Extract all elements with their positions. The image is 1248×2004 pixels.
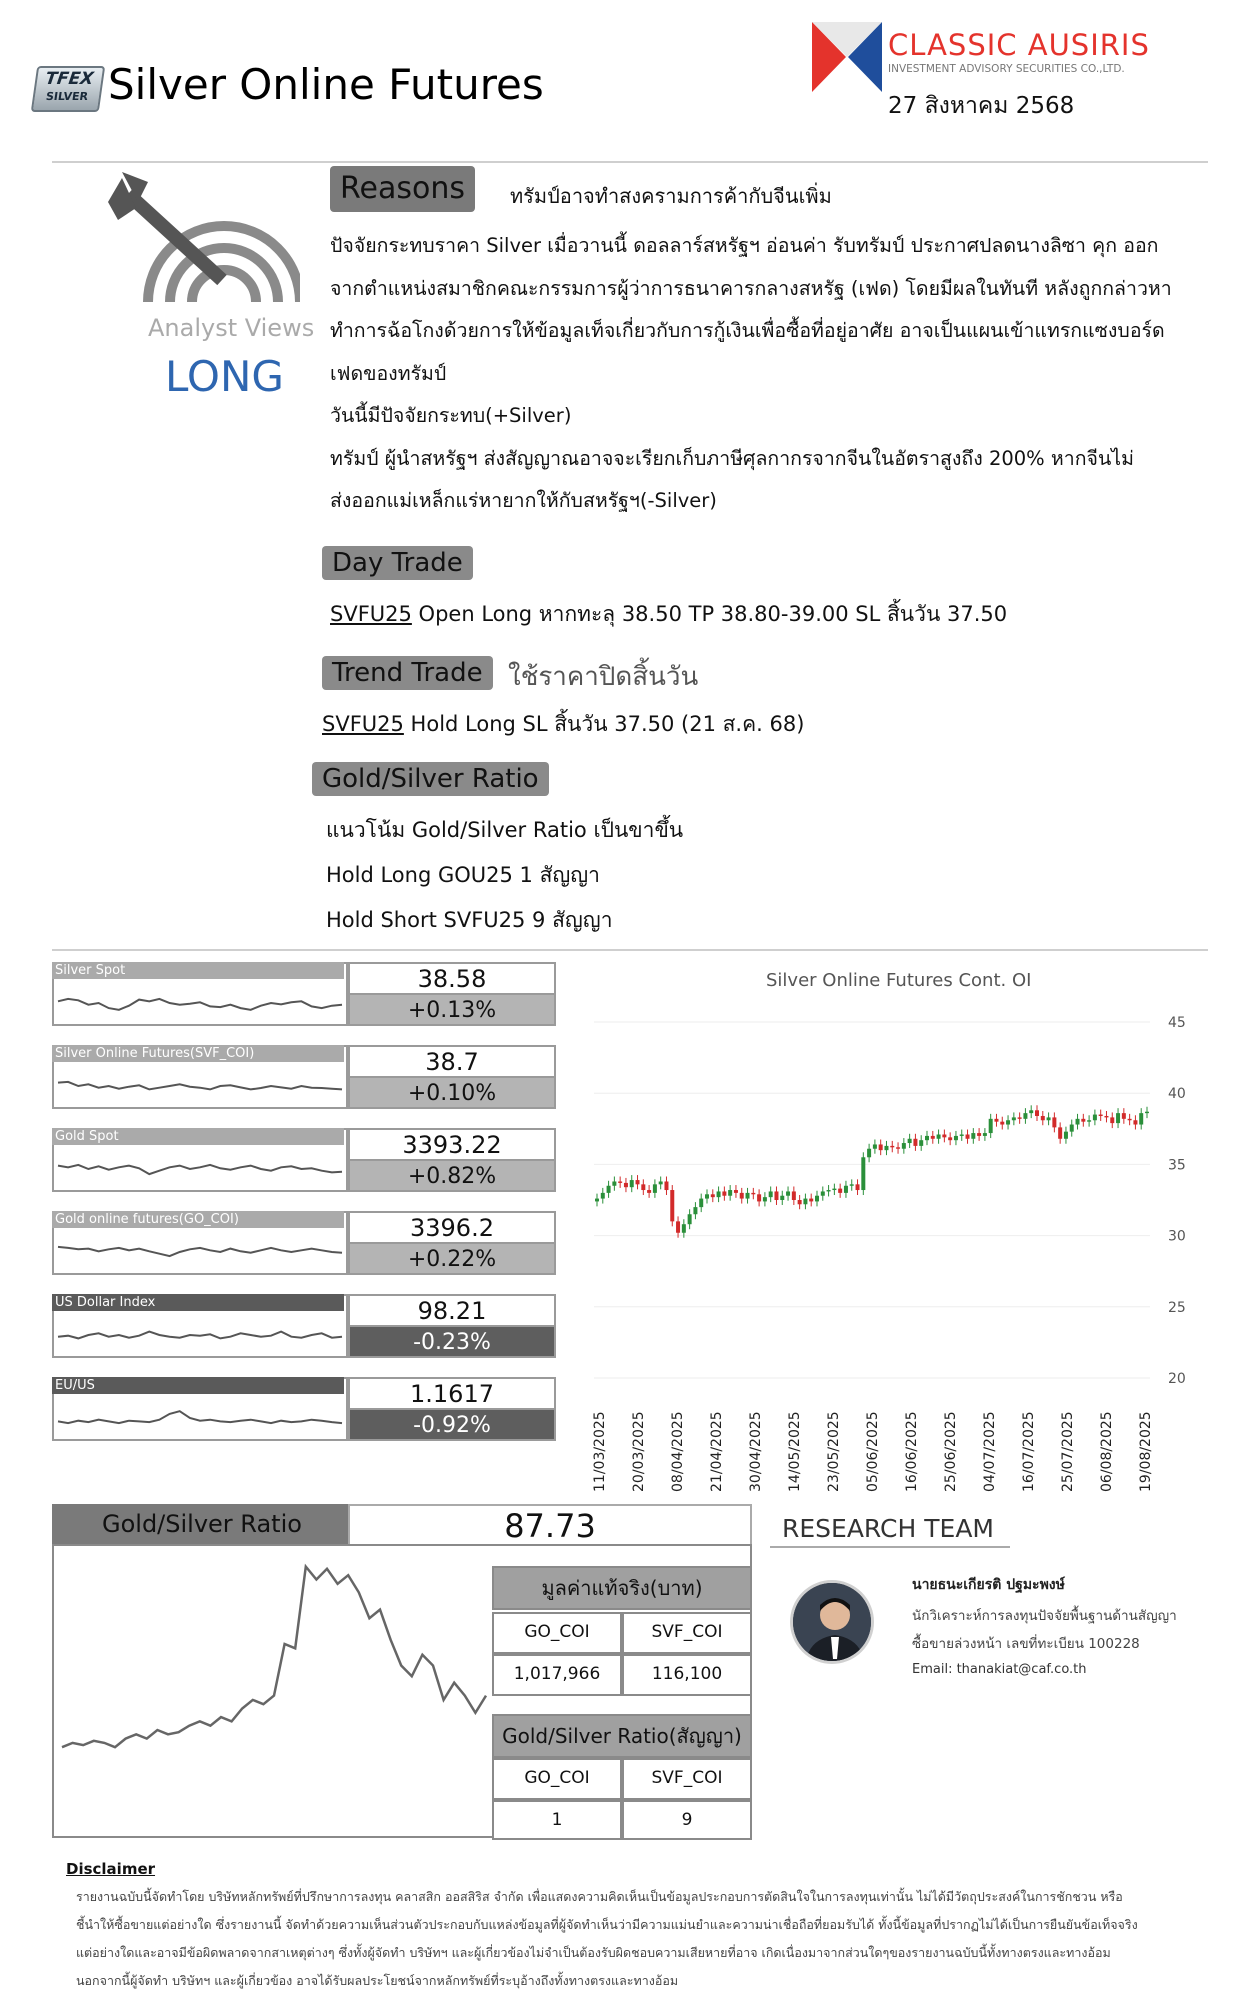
- candle-body: [595, 1199, 599, 1202]
- tfex-logo-top: TFEX: [44, 69, 95, 89]
- candle-body: [641, 1184, 645, 1190]
- candle-body: [693, 1207, 697, 1214]
- candle-body: [601, 1193, 605, 1199]
- market-name: US Dollar Index: [52, 1294, 344, 1311]
- market-change: +0.10%: [348, 1078, 556, 1109]
- market-value: 3393.22: [348, 1128, 556, 1161]
- candle-body: [884, 1146, 888, 1150]
- day-trade-detail: Open Long หากทะลุ 38.50 TP 38.80-39.00 SL สิ้นวัน 37.50: [411, 602, 1008, 626]
- candle-body: [647, 1190, 651, 1193]
- main-chart-title: Silver Online Futures Cont. OI: [766, 970, 1032, 991]
- candle-body: [670, 1190, 674, 1221]
- analyst-email: Email: thanakiat@caf.co.th: [912, 1662, 1087, 1677]
- candle-body: [763, 1197, 767, 1201]
- target-icon: [108, 172, 300, 304]
- candle-body: [937, 1134, 941, 1138]
- page-title: Silver Online Futures: [108, 60, 544, 109]
- candle-body: [769, 1191, 773, 1197]
- brand-subtitle: INVESTMENT ADVISORY SECURITIES CO.,LTD.: [888, 63, 1125, 75]
- candle-body: [1058, 1127, 1062, 1138]
- analyst-name: นายธนะเกียรติ ปฐมะพงษ์: [912, 1577, 1065, 1593]
- analyst-caption: Analyst Views: [148, 314, 315, 342]
- candle-body: [1064, 1132, 1068, 1139]
- candle-body: [1018, 1117, 1022, 1118]
- candle-body: [1116, 1113, 1120, 1123]
- candle-body: [1104, 1116, 1108, 1117]
- ratio-contracts-go: 1: [492, 1800, 622, 1840]
- y-tick-label: 35: [1168, 1157, 1186, 1174]
- candle-body: [844, 1186, 848, 1193]
- candle-body: [809, 1199, 813, 1202]
- ratio-contracts-col-go: GO_COI: [492, 1758, 622, 1800]
- candle-body: [856, 1184, 860, 1190]
- candle-body: [1006, 1120, 1010, 1124]
- market-change: -0.92%: [348, 1410, 556, 1441]
- candle-body: [861, 1157, 865, 1190]
- candle-body: [699, 1199, 703, 1208]
- candle-body: [676, 1221, 680, 1232]
- real-value-svf: 116,100: [622, 1654, 752, 1696]
- candle-body: [890, 1146, 894, 1147]
- ratio-contracts-svf: 9: [622, 1800, 752, 1840]
- candle-body: [757, 1194, 761, 1201]
- candle-body: [1128, 1119, 1132, 1120]
- market-name: EU/US: [52, 1377, 344, 1394]
- candle-body: [740, 1193, 744, 1199]
- candle-body: [717, 1191, 721, 1197]
- candle-body: [711, 1194, 715, 1197]
- market-row: [52, 1294, 556, 1360]
- candle-body: [942, 1134, 946, 1137]
- analyst-license: ซื้อขายล่วงหน้า เลขที่ทะเบียน 100228: [912, 1636, 1140, 1652]
- candle-body: [1081, 1119, 1085, 1122]
- market-row: [52, 962, 556, 1028]
- ratio-panel-header: [52, 1504, 348, 1544]
- x-tick-label: 04/07/2025: [982, 1411, 998, 1492]
- candle-body: [803, 1199, 807, 1205]
- trend-trade-label: Trend Trade: [322, 656, 493, 690]
- candle-body: [989, 1119, 993, 1133]
- candle-body: [612, 1181, 616, 1185]
- candle-body: [1000, 1122, 1004, 1125]
- candle-body: [913, 1139, 917, 1146]
- x-tick-label: 11/03/2025: [592, 1411, 608, 1492]
- market-name: Silver Spot: [52, 962, 344, 979]
- x-tick-label: 16/07/2025: [1021, 1411, 1037, 1492]
- x-tick-label: 14/05/2025: [787, 1411, 803, 1492]
- candle-body: [948, 1137, 952, 1140]
- candle-body: [653, 1184, 657, 1193]
- reasons-line: ปัจจัยกระทบราคา Silver เมื่อวานนี้ ดอลลาร์สหรัฐฯ อ่อนค่า รับทรัมป์ ประกาศปลดนางลิซา คุก ออก: [330, 234, 1159, 257]
- market-value: 1.1617: [348, 1377, 556, 1410]
- sparkline-path: [58, 1082, 342, 1090]
- candlestick-chart: [570, 960, 1230, 1500]
- trend-trade-note: ใช้ราคาปิดสิ้นวัน: [508, 662, 699, 692]
- candle-body: [682, 1224, 686, 1233]
- day-trade-symbol: SVFU25: [330, 602, 412, 626]
- candle-body: [659, 1181, 663, 1184]
- brand-logo-icon: [812, 22, 882, 92]
- candle-body: [1087, 1120, 1091, 1121]
- analyst-avatar: [790, 1580, 874, 1664]
- x-tick-label: 25/07/2025: [1060, 1411, 1076, 1492]
- ratio-line: [62, 1567, 486, 1748]
- ratio-value-box: [348, 1504, 752, 1544]
- candle-body: [919, 1140, 923, 1146]
- sparkline-path: [58, 999, 342, 1010]
- market-name: Silver Online Futures(SVF_COI): [52, 1045, 344, 1062]
- x-tick-label: 05/06/2025: [865, 1411, 881, 1492]
- y-tick-label: 40: [1168, 1086, 1186, 1103]
- market-row: [52, 1377, 556, 1443]
- candle-body: [827, 1190, 831, 1191]
- reasons-line: ทรัมป์ ผู้นำสหรัฐฯ ส่งสัญญาณอาจจะเรียกเก็บภาษีศุลกากรจากจีนในอัตราสูงถึง 200% หากจีนไม่: [330, 446, 1134, 470]
- brand-name: CLASSIC AUSIRIS: [888, 28, 1150, 62]
- market-row: [52, 1211, 556, 1277]
- real-value-col-go: GO_COI: [492, 1612, 622, 1654]
- candle-body: [960, 1134, 964, 1135]
- analyst-role: นักวิเคราะห์การลงทุนปัจจัยพื้นฐานด้านสัญญา: [912, 1608, 1177, 1624]
- real-value-go: 1,017,966: [492, 1654, 622, 1696]
- candle-body: [792, 1191, 796, 1200]
- candle-body: [624, 1183, 628, 1187]
- candle-body: [867, 1149, 871, 1158]
- reasons-line: ทำการฉ้อโกงด้วยการให้ข้อมูลเท็จเกี่ยวกับการกู้เงินเพื่อซื้อที่อยู่อาศัย อาจเป็นแผนเข้าแทรกแซงบอร์ด: [330, 319, 1165, 342]
- y-tick-label: 30: [1168, 1228, 1186, 1245]
- candle-body: [815, 1196, 819, 1202]
- candle-body: [1139, 1113, 1143, 1124]
- candle-body: [966, 1134, 970, 1138]
- candle-body: [1012, 1117, 1016, 1120]
- disclaimer-line: นอกจากนี้ผู้จัดทำ บริษัทฯ และผู้เกี่ยวข้อง อาจได้รับผลประโยชน์จากหลักทรัพย์ที่ระบุอ้างถึงทั้งทางตรงและทางอ้อม: [76, 1973, 679, 1988]
- y-tick-label: 45: [1168, 1015, 1186, 1031]
- trend-trade-detail: Hold Long SL สิ้นวัน 37.50 (21 ส.ค. 68): [403, 712, 805, 736]
- market-value: 98.21: [348, 1294, 556, 1327]
- market-name: Gold Spot: [52, 1128, 344, 1145]
- candle-body: [688, 1214, 692, 1224]
- market-row: [52, 1045, 556, 1111]
- candle-body: [908, 1139, 912, 1143]
- candle-body: [977, 1133, 981, 1136]
- candle-body: [954, 1136, 958, 1140]
- ratio-contracts-col-svf: SVF_COI: [622, 1758, 752, 1800]
- reasons-line: วันนี้มีปัจจัยกระทบ(+Silver): [330, 404, 572, 427]
- x-tick-label: 19/08/2025: [1138, 1411, 1154, 1492]
- candle-body: [728, 1190, 732, 1196]
- x-tick-label: 06/08/2025: [1099, 1411, 1115, 1492]
- real-value-header: มูลค่าแท้จริง(บาท): [492, 1566, 752, 1610]
- market-value: 38.7: [348, 1045, 556, 1078]
- candle-body: [902, 1143, 906, 1149]
- disclaimer-line: ชี้นำให้ซื้อขายแต่อย่างใด ซึ่งรายงานนี้ จัดทำด้วยความเห็นส่วนตัวประกอบกับแหล่งข้อมูลที่ผู้จัดทำเห็นว่ามีความแม่นยำและความน่าเชื่อถือที่ยอมรับได้ ทั้งนี้ข้อมูลที่ปรากฏไม่ได้เป็นการยืนยันข้อเท็จจริง: [76, 1917, 1138, 1932]
- candle-body: [1029, 1110, 1033, 1113]
- candle-body: [971, 1133, 975, 1139]
- candle-body: [832, 1189, 836, 1190]
- market-change: -0.23%: [348, 1327, 556, 1358]
- disclaimer-title: Disclaimer: [66, 1860, 156, 1878]
- candle-body: [705, 1194, 709, 1198]
- candle-body: [1047, 1117, 1051, 1120]
- disclaimer-line: แต่อย่างใดและอาจมีข้อผิดพลาดจากสาเหตุต่างๆ ซึ่งทั้งผู้จัดทำ บริษัทฯ และผู้เกี่ยวข้องไม่จำเป็นต้องรับผิดชอบความเสียหายที่อาจ เกิดเนื่องมาจากส่วนใดๆของรายงานฉบับนี้ทั้งทางตรงและทางอ้อม: [76, 1945, 1111, 1960]
- candle-body: [1052, 1117, 1056, 1127]
- candle-body: [1110, 1117, 1114, 1123]
- sparkline-path: [58, 1165, 342, 1174]
- candle-body: [1099, 1115, 1103, 1116]
- report-date: 27 สิงหาคม 2568: [888, 93, 1075, 119]
- ratio-section-label: Gold/Silver Ratio: [312, 762, 549, 796]
- candle-body: [618, 1181, 622, 1182]
- candle-body: [1041, 1116, 1045, 1120]
- x-tick-label: 20/03/2025: [631, 1411, 647, 1492]
- candle-body: [786, 1191, 790, 1195]
- ratio-section-line: Hold Long GOU25 1 สัญญา: [326, 863, 600, 887]
- reasons-label: Reasons: [330, 166, 475, 212]
- reasons-headline: ทรัมป์อาจทำสงครามการค้ากับจีนเพิ่ม: [510, 184, 832, 208]
- y-tick-label: 25: [1168, 1299, 1186, 1316]
- candle-body: [1070, 1125, 1074, 1132]
- x-tick-label: 08/04/2025: [670, 1411, 686, 1492]
- tfex-logo: [31, 66, 105, 112]
- sparkline-path: [58, 1247, 342, 1256]
- header-divider: [52, 161, 1208, 163]
- candle-body: [931, 1136, 935, 1139]
- ratio-panel-label: Gold/Silver Ratio: [102, 1510, 302, 1538]
- candle-body: [664, 1181, 668, 1190]
- candle-body: [780, 1196, 784, 1200]
- candle-body: [1122, 1113, 1126, 1119]
- trend-trade-text: [322, 708, 804, 741]
- x-tick-label: 16/06/2025: [904, 1411, 920, 1492]
- candle-body: [1023, 1113, 1027, 1119]
- candle-body: [722, 1191, 726, 1195]
- reasons-line: ส่งออกแม่เหล็กแร่หายากให้กับสหรัฐฯ(-Silver): [330, 489, 717, 512]
- candle-body: [1076, 1119, 1080, 1125]
- candle-body: [821, 1191, 825, 1195]
- research-underline: [770, 1546, 1010, 1548]
- candle-body: [850, 1184, 854, 1185]
- section-divider: [52, 949, 1208, 951]
- reasons-line: จากตำแหน่งสมาชิกคณะกรรมการผู้ว่าการธนาคารกลางสหรัฐ (เฟด) โดยมีผลในทันที หลังถูกกล่าวหา: [330, 276, 1172, 300]
- candle-body: [994, 1119, 998, 1122]
- analyst-view: LONG: [165, 352, 284, 401]
- x-tick-label: 21/04/2025: [709, 1411, 725, 1492]
- market-value: 3396.2: [348, 1211, 556, 1244]
- candle-body: [925, 1136, 929, 1140]
- candle-body: [774, 1191, 778, 1200]
- real-value-col-svf: SVF_COI: [622, 1612, 752, 1654]
- candle-body: [636, 1180, 640, 1184]
- ratio-line-chart: [58, 1550, 498, 1780]
- ratio-panel-value: 87.73: [504, 1507, 596, 1545]
- market-value: 38.58: [348, 962, 556, 995]
- candle-body: [1093, 1115, 1097, 1121]
- sparkline-path: [58, 1332, 342, 1339]
- candle-body: [798, 1200, 802, 1204]
- x-tick-label: 23/05/2025: [826, 1411, 842, 1492]
- main-chart: [570, 960, 1230, 1500]
- research-team-label: RESEARCH TEAM: [782, 1514, 994, 1543]
- market-change: +0.13%: [348, 995, 556, 1026]
- x-tick-label: 25/06/2025: [943, 1411, 959, 1492]
- candle-body: [1133, 1120, 1137, 1124]
- tfex-logo-bottom: SILVER: [45, 90, 89, 103]
- candle-body: [607, 1186, 611, 1193]
- ratio-section-line: Hold Short SVFU25 9 สัญญา: [326, 908, 613, 932]
- trend-trade-symbol: SVFU25: [322, 712, 404, 736]
- candle-body: [746, 1193, 750, 1199]
- x-tick-label: 30/04/2025: [748, 1411, 764, 1492]
- y-tick-label: 20: [1168, 1371, 1186, 1387]
- reasons-line: เฟดของทรัมป์: [330, 361, 447, 385]
- candle-body: [838, 1189, 842, 1193]
- market-change: +0.22%: [348, 1244, 556, 1275]
- candle-body: [630, 1180, 634, 1187]
- candle-body: [896, 1147, 900, 1148]
- sparkline-path: [58, 1411, 342, 1423]
- candle-body: [734, 1190, 738, 1193]
- ratio-section-line: แนวโน้ม Gold/Silver Ratio เป็นขาขึ้น: [326, 818, 684, 842]
- candle-body: [751, 1193, 755, 1194]
- ratio-contracts-header: Gold/Silver Ratio(สัญญา): [492, 1714, 752, 1758]
- candle-body: [983, 1133, 987, 1136]
- market-row: [52, 1128, 556, 1194]
- market-name: Gold online futures(GO_COI): [52, 1211, 344, 1228]
- day-trade-label: Day Trade: [322, 546, 473, 580]
- candle-body: [1035, 1110, 1039, 1116]
- disclaimer-line: รายงานฉบับนี้จัดทำโดย บริษัทหลักทรัพย์ที่ปรึกษาการลงทุน คลาสสิก ออสสิริส จำกัด เพื่อแสดงความคิดเห็นเป็นข้อมูลประกอบการตัดสินใจในการลงทุนเท่านั้น ไม่ได้มีวัตถุประสงค์ในการชักชวน หรือ: [76, 1889, 1123, 1904]
- candle-body: [1145, 1112, 1149, 1113]
- day-trade-text: [330, 598, 1007, 631]
- candle-body: [879, 1144, 883, 1150]
- market-change: +0.82%: [348, 1161, 556, 1192]
- candle-body: [873, 1144, 877, 1148]
